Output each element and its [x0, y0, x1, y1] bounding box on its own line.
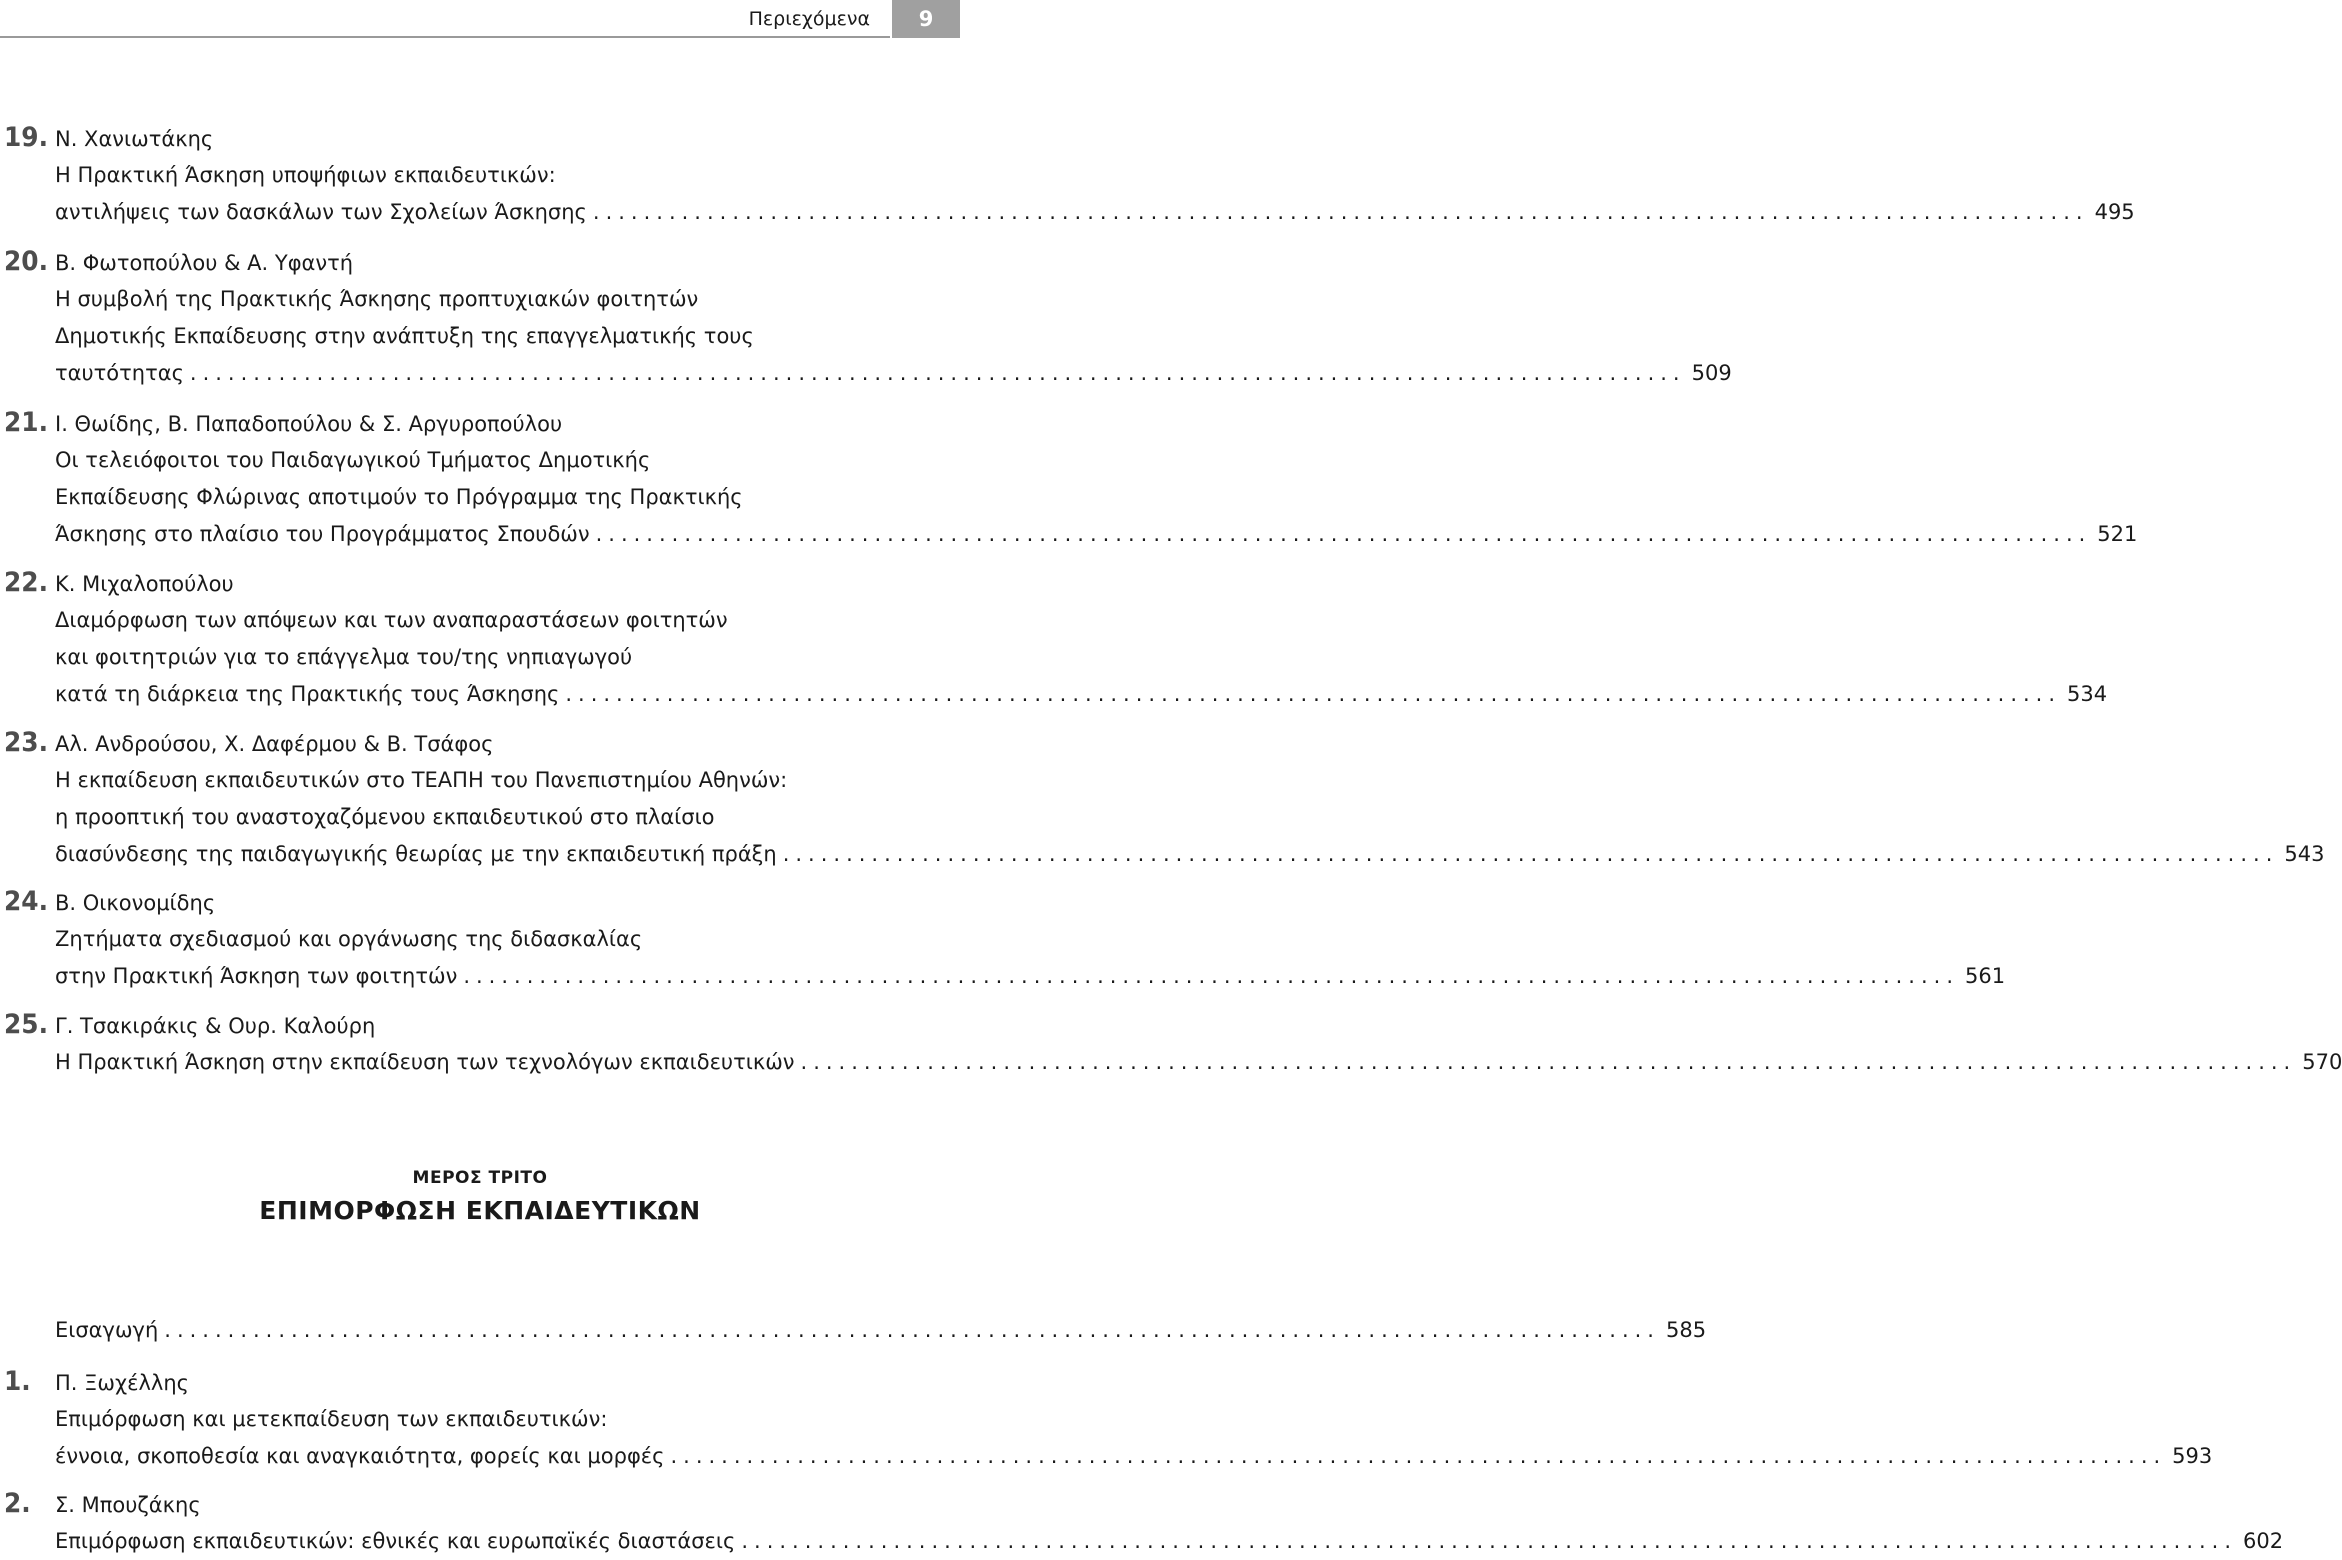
- entry-number: 20.: [4, 246, 49, 277]
- entry-page: 561: [1965, 964, 2006, 988]
- entry-title-line-last: Η Πρακτική Άσκηση στην εκπαίδευση των τεχνολόγων εκπαιδευτικών ...................................................................................................................... 570: [55, 1047, 955, 1077]
- entry-title-line: Ζητήματα σχεδιασμού και οργάνωσης της διδασκαλίας: [55, 927, 643, 951]
- part-label: ΜΕΡΟΣ ΤΡΙΤΟ: [412, 1168, 548, 1188]
- entry-page: 602: [2243, 1529, 2284, 1553]
- entry-title-line: Η εκπαίδευση εκπαιδευτικών στο ΤΕΑΠΗ του Πανεπιστημίου Αθηνών:: [55, 768, 788, 792]
- entry-number: 2.: [4, 1488, 31, 1519]
- entry-title-line: Εκπαίδευσης Φλώρινας αποτιμούν το Πρόγραμμα της Πρακτικής: [55, 485, 743, 509]
- entry-title-line: Η Πρακτική Άσκηση υποψήφιων εκπαιδευτικών:: [55, 163, 556, 187]
- entry-title-line-last: στην Πρακτική Άσκηση των φοιτητών ...................................................................................................................... 561: [55, 961, 955, 991]
- page-number-badge: 9: [892, 0, 960, 38]
- entry-title-line: Η συμβολή της Πρακτικής Άσκησης προπτυχιακών φοιτητών: [55, 287, 699, 311]
- entry-author: Γ. Τσακιράκις & Ουρ. Καλούρη: [55, 1014, 376, 1038]
- entry-number: 21.: [4, 407, 49, 438]
- header-rule: [0, 36, 890, 38]
- entry-number: 1.: [4, 1366, 31, 1397]
- entry-author: Π. Ξωχέλλης: [55, 1371, 189, 1395]
- entry-number: 19.: [4, 122, 49, 153]
- entry-author: Ν. Χανιωτάκης: [55, 127, 214, 151]
- entry-page: 543: [2284, 842, 2325, 866]
- entry-title-line: και φοιτητριών για το επάγγελμα του/της νηπιαγωγού: [55, 645, 633, 669]
- entry-author: Κ. Μιχαλοπούλου: [55, 572, 234, 596]
- entry-title-line-last: Εισαγωγή ...................................................................................................................... 585: [55, 1315, 955, 1345]
- entry-number: 24.: [4, 886, 49, 917]
- entry-page: 495: [2094, 200, 2135, 224]
- entry-title-line-last: έννοια, σκοποθεσία και αναγκαιότητα, φορείς και μορφές ...................................................................................................................... 593: [55, 1441, 955, 1471]
- entry-author: Ι. Θωίδης, Β. Παπαδοπούλου & Σ. Αργυροπούλου: [55, 412, 563, 436]
- section-title: Περιεχόμενα: [748, 8, 870, 30]
- page-header: [0, 0, 960, 40]
- entry-title-line: Δημοτικής Εκπαίδευσης στην ανάπτυξη της επαγγελματικής τους: [55, 324, 754, 348]
- entry-page: 570: [2302, 1050, 2342, 1074]
- entry-title-line-last: Άσκησης στο πλαίσιο του Προγράμματος Σπουδών ...................................................................................................................... 521: [55, 519, 955, 549]
- entry-page: 534: [2067, 682, 2108, 706]
- part-title: ΕΠΙΜΟΡΦΩΣΗ ΕΚΠΑΙΔΕΥΤΙΚΩΝ: [259, 1196, 701, 1225]
- entry-number: 22.: [4, 567, 49, 598]
- entry-author: Β. Φωτοπούλου & Α. Υφαντή: [55, 251, 354, 275]
- entry-author: Σ. Μπουζάκης: [55, 1493, 201, 1517]
- entry-title-line-last: κατά τη διάρκεια της Πρακτικής τους Άσκησης ...................................................................................................................... 534: [55, 679, 955, 709]
- entry-author: Αλ. Ανδρούσου, Χ. Δαφέρμου & Β. Τσάφος: [55, 732, 494, 756]
- entry-title-line: Επιμόρφωση και μετεκπαίδευση των εκπαιδευτικών:: [55, 1407, 608, 1431]
- entry-title-line-last: Επιμόρφωση εκπαιδευτικών: εθνικές και ευρωπαϊκές διαστάσεις ...................................................................................................................... 602: [55, 1526, 955, 1556]
- entry-title-line-last: ταυτότητας ...................................................................................................................... 509: [55, 358, 955, 388]
- entry-title-line-last: αντιλήψεις των δασκάλων των Σχολείων Άσκησης ...................................................................................................................... 495: [55, 197, 955, 227]
- entry-title-line: Διαμόρφωση των απόψεων και των αναπαραστάσεων φοιτητών: [55, 608, 728, 632]
- entry-title-line: η προοπτική του αναστοχαζόμενου εκπαιδευτικού στο πλαίσιο: [55, 805, 715, 829]
- entry-page: 521: [2097, 522, 2138, 546]
- entry-number: 23.: [4, 727, 49, 758]
- entry-title-line-last: διασύνδεσης της παιδαγωγικής θεωρίας με την εκπαιδευτική πράξη ...................................................................................................................... 543: [55, 839, 955, 869]
- entry-title-line: Οι τελειόφοιτοι του Παιδαγωγικού Τμήματος Δημοτικής: [55, 448, 651, 472]
- entry-page: 585: [1665, 1318, 1707, 1342]
- entry-page: 509: [1691, 361, 1732, 385]
- entry-author: Β. Οικονομίδης: [55, 891, 216, 915]
- entry-page: 593: [2172, 1444, 2213, 1468]
- entry-number: 25.: [4, 1009, 49, 1040]
